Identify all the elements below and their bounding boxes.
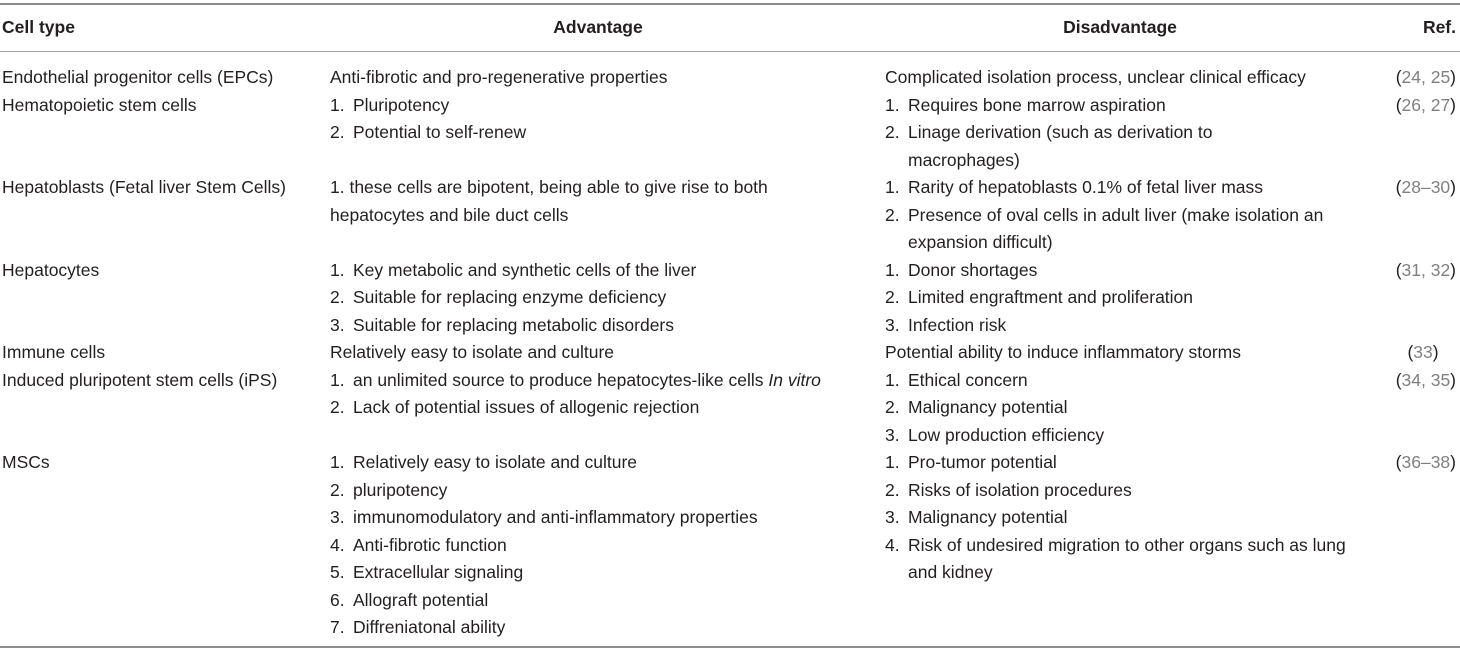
- table-body: [0, 64, 1460, 642]
- list-item: 4. Anti-fibrotic function: [330, 534, 507, 555]
- cell-ref: (33): [1407, 342, 1439, 362]
- cell-ref: (34, 35): [1395, 369, 1456, 390]
- list-item: 3. Infection risk: [885, 314, 1007, 335]
- list-item: 2. Linage derivation (such as derivation to macrophages): [885, 122, 1213, 170]
- header-cell-type: Cell type: [2, 17, 75, 37]
- cell-disadvantage: [885, 257, 1375, 340]
- ref-link[interactable]: 26, 27: [1401, 94, 1451, 115]
- list-item: 1. an unlimited source to produce hepatocytes-like cells In vitro: [330, 369, 821, 390]
- list-item: 1. Pro-tumor potential: [885, 452, 1057, 472]
- list-item: 3. immunomodulatory and anti-inflammatory properties: [330, 507, 758, 527]
- cell-type: Immune cells: [2, 342, 106, 362]
- ref-link[interactable]: 33: [1413, 342, 1433, 362]
- ref-link[interactable]: 31, 32: [1401, 259, 1451, 280]
- cell-disadvantage: [885, 174, 1355, 257]
- list-item: 3. Malignancy potential: [885, 507, 1068, 527]
- list-item: 1. Relatively easy to isolate and culture: [330, 452, 638, 472]
- cell-disadvantage: [885, 367, 1375, 450]
- table-bottom-rule: [0, 646, 1460, 648]
- cell-disadvantage: [885, 92, 1285, 175]
- list-item: 1. Rarity of hepatoblasts 0.1% of fetal liver mass: [885, 177, 1264, 197]
- cell-advantage: Relatively easy to isolate and culture: [330, 342, 615, 362]
- table-row: [0, 92, 1460, 175]
- cell-advantage: [330, 449, 870, 642]
- cell-advantage: [330, 257, 870, 340]
- list-item: 2. Limited engraftment and proliferation: [885, 287, 1194, 307]
- cell-ref: (36–38): [1395, 452, 1456, 472]
- ref-link[interactable]: 36–38: [1401, 452, 1451, 472]
- table-top-rule: [0, 3, 1460, 5]
- list-item: 5. Extracellular signaling: [330, 562, 524, 582]
- list-item: 7. Diffreniatonal ability: [330, 617, 506, 637]
- ref-link[interactable]: 24, 25: [1401, 67, 1451, 87]
- list-item: 3. Suitable for replacing metabolic disorders: [330, 314, 674, 335]
- cell-advantage: [330, 92, 870, 147]
- table-row: [0, 449, 1460, 642]
- cell-ref: (24, 25): [1395, 67, 1456, 87]
- list-item: 4. Risk of undesired migration to other organs such as lung and kidney: [885, 534, 1346, 582]
- list-item: 2. Risks of isolation procedures: [885, 479, 1132, 500]
- list-item: 1. Requires bone marrow aspiration: [885, 94, 1166, 115]
- list-item: 2. Potential to self-renew: [330, 122, 527, 142]
- cell-ref: (28–30): [1395, 177, 1456, 197]
- cell-type: Hematopoietic stem cells: [2, 94, 197, 115]
- list-item: 3. Low production efficiency: [885, 424, 1105, 445]
- table-row: [0, 257, 1460, 340]
- table-row: [0, 174, 1460, 257]
- cell-advantage: 1. these cells are bipotent, being able to give rise to both hepatocytes and bile duct cells: [330, 177, 768, 225]
- cell-type: MSCs: [2, 452, 50, 472]
- cell-type: Hepatoblasts (Fetal liver Stem Cells): [2, 177, 286, 197]
- table-row: [0, 64, 1460, 92]
- header-disadvantage: Disadvantage: [1063, 17, 1177, 37]
- list-item: 1. Pluripotency: [330, 94, 450, 115]
- ref-link[interactable]: 28–30: [1401, 177, 1451, 197]
- ref-link[interactable]: 34, 35: [1401, 369, 1451, 390]
- list-item: 1. Donor shortages: [885, 259, 1038, 280]
- cell-advantage: [330, 367, 840, 422]
- table-row: [0, 367, 1460, 450]
- header-advantage: Advantage: [553, 17, 643, 37]
- cell-disadvantage: Complicated isolation process, unclear clinical efficacy: [885, 67, 1306, 87]
- cell-ref: (31, 32): [1395, 259, 1456, 280]
- table-row: [0, 339, 1460, 367]
- list-item: 2. Suitable for replacing enzyme deficiency: [330, 287, 667, 307]
- list-item: 2. Presence of oval cells in adult liver (make isolation an expansion difficult): [885, 204, 1324, 252]
- cell-type: Hepatocytes: [2, 259, 100, 280]
- cell-type: Induced pluripotent stem cells (iPS): [2, 369, 278, 390]
- list-item: 2. pluripotency: [330, 479, 448, 500]
- list-item: 1. Ethical concern: [885, 369, 1028, 390]
- list-item: 2. Lack of potential issues of allogenic rejection: [330, 397, 700, 417]
- header-rule: [0, 51, 1460, 52]
- cell-disadvantage: Potential ability to induce inflammatory storms: [885, 342, 1241, 362]
- list-item: 6. Allograft potential: [330, 589, 489, 610]
- cell-disadvantage: [885, 449, 1355, 587]
- cell-type: Endothelial progenitor cells (EPCs): [2, 67, 274, 87]
- header-ref: Ref.: [1422, 17, 1456, 37]
- cell-advantage: Anti-fibrotic and pro-regenerative properties: [330, 67, 668, 87]
- list-item: 2. Malignancy potential: [885, 397, 1068, 417]
- list-item: 1. Key metabolic and synthetic cells of the liver: [330, 259, 697, 280]
- cell-ref: (26, 27): [1395, 94, 1456, 115]
